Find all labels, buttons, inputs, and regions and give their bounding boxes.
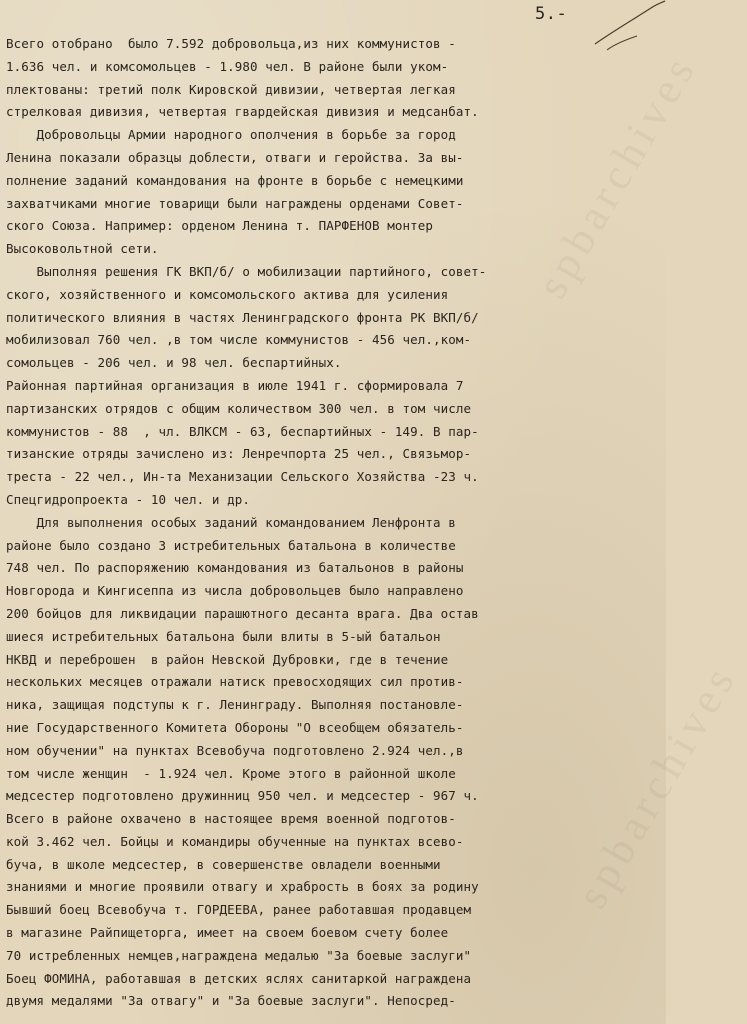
text-line: шиеся истребительных батальона были влиты в 5-ый батальон	[6, 628, 441, 644]
text-line: партизанских отрядов с общим количеством 300 чел. в том числе	[6, 400, 472, 416]
text-line: Бывший боец Всевобуча т. ГОРДЕЕВА, ранее работавшая продавцем	[6, 902, 472, 918]
text-line: треста - 22 чел., Ин-та Механизации Сельского Хозяйства -23 ч.	[6, 469, 479, 485]
text-line: буча, в школе медсестер, в совершенстве овладели военными	[6, 856, 441, 872]
text-line: Всего в районе охвачено в настоящее время военной подготов-	[6, 811, 456, 827]
text-line: сомольцев - 206 чел. и 98 чел. беспартийных.	[6, 355, 342, 371]
text-line: плектованы: третий полк Кировской дивизии, четвертая легкая	[6, 81, 456, 97]
text-line: 748 чел. По распоряжению командования из батальонов в районы	[6, 560, 464, 576]
text-line: ние Государственного Комитета Обороны "О всеобщем обязатель-	[6, 719, 464, 735]
text-line: стрелковая дивизия, четвертая гвардейская дивизия и медсанбат.	[6, 104, 479, 120]
text-line: Выполняя решения ГК ВКП/б/ о мобилизации партийного, совет-	[6, 263, 487, 279]
text-line: 200 бойцов для ликвидации парашютного десанта врага. Два остав	[6, 605, 479, 621]
text-line: Ленина показали образцы доблести, отваги и геройства. За вы-	[6, 149, 464, 165]
text-line: ном обучении" на пунктах Всевобуча подготовлено 2.924 чел.,в	[6, 742, 464, 758]
text-line: политического влияния в частях Ленинградского фронта РК ВКП/б/	[6, 309, 479, 325]
text-line: Добровольцы Армии народного ополчения в борьбе за город	[6, 127, 456, 143]
text-line: 70 истребленных немцев,награждена медалью "За боевые заслуги"	[6, 947, 472, 963]
text-line: кой 3.462 чел. Бойцы и командиры обученные на пунктах всево-	[6, 833, 464, 849]
text-line: знаниями и многие проявили отвагу и храбрость в боях за родину	[6, 879, 479, 895]
text-line: захватчиками многие товарищи были награждены орденами Совет-	[6, 195, 464, 211]
text-line: нескольких месяцев отражали натиск превосходящих сил против-	[6, 674, 464, 690]
document-body	[6, 33, 662, 1013]
page-number: 5.-	[535, 4, 568, 24]
text-line: НКВД и переброшен в район Невской Дубровки, где в течение	[6, 651, 449, 667]
text-line: Всего отобрано было 7.592 добровольца,из них коммунистов -	[6, 36, 456, 51]
archive-watermark: spbarchives	[527, 44, 707, 307]
text-line: ского, хозяйственного и комсомольского актива для усиления	[6, 286, 449, 302]
text-line: районе было создано 3 истребительных батальона в количестве	[6, 537, 456, 553]
text-line: медсестер подготовлено дружинниц 950 чел. и медсестер - 967 ч.	[6, 788, 479, 804]
text-line: ника, защищая подступы к г. Ленинграду. Выполняя постановле-	[6, 697, 464, 713]
text-line: коммунистов - 88 , чл. ВЛКСМ - 63, беспартийных - 149. В пар-	[6, 423, 479, 439]
text-line: Районная партийная организация в июле 1941 г. сформировала 7	[6, 377, 464, 393]
text-line: том числе женщин - 1.924 чел. Кроме этого в районной школе	[6, 765, 456, 781]
text-line: тизанские отряды зачислено из: Ленречпорта 25 чел., Связьмор-	[6, 446, 472, 462]
text-line: 1.636 чел. и комсомольцев - 1.980 чел. В районе были уком-	[6, 58, 449, 74]
text-line: Для выполнения особых заданий командованием Ленфронта в	[6, 514, 456, 530]
text-line: Боец ФОМИНА, работавшая в детских яслях санитаркой награждена	[6, 970, 472, 986]
text-line: Спецгидропроекта - 10 чел. и др.	[6, 491, 251, 507]
text-line: Высоковольтной сети.	[6, 241, 159, 257]
text-line: двумя медалями "За отвагу" и "За боевые заслуги". Непосред-	[6, 993, 456, 1009]
text-line: Новгорода и Кингисеппа из числа добровольцев было направлено	[6, 583, 464, 599]
archive-watermark: spbarchives	[567, 654, 747, 917]
text-line: полнение заданий командования на фронте в борьбе с немецкими	[6, 172, 464, 188]
text-line: в магазине Райпищеторга, имеет на своем боевом счету более	[6, 925, 449, 941]
text-line: мобилизовал 760 чел. ,в том числе коммунистов - 456 чел.,ком-	[6, 332, 472, 348]
text-line: ского Союза. Например: орденом Ленина т. ПАРФЕНОВ монтер	[6, 218, 434, 234]
